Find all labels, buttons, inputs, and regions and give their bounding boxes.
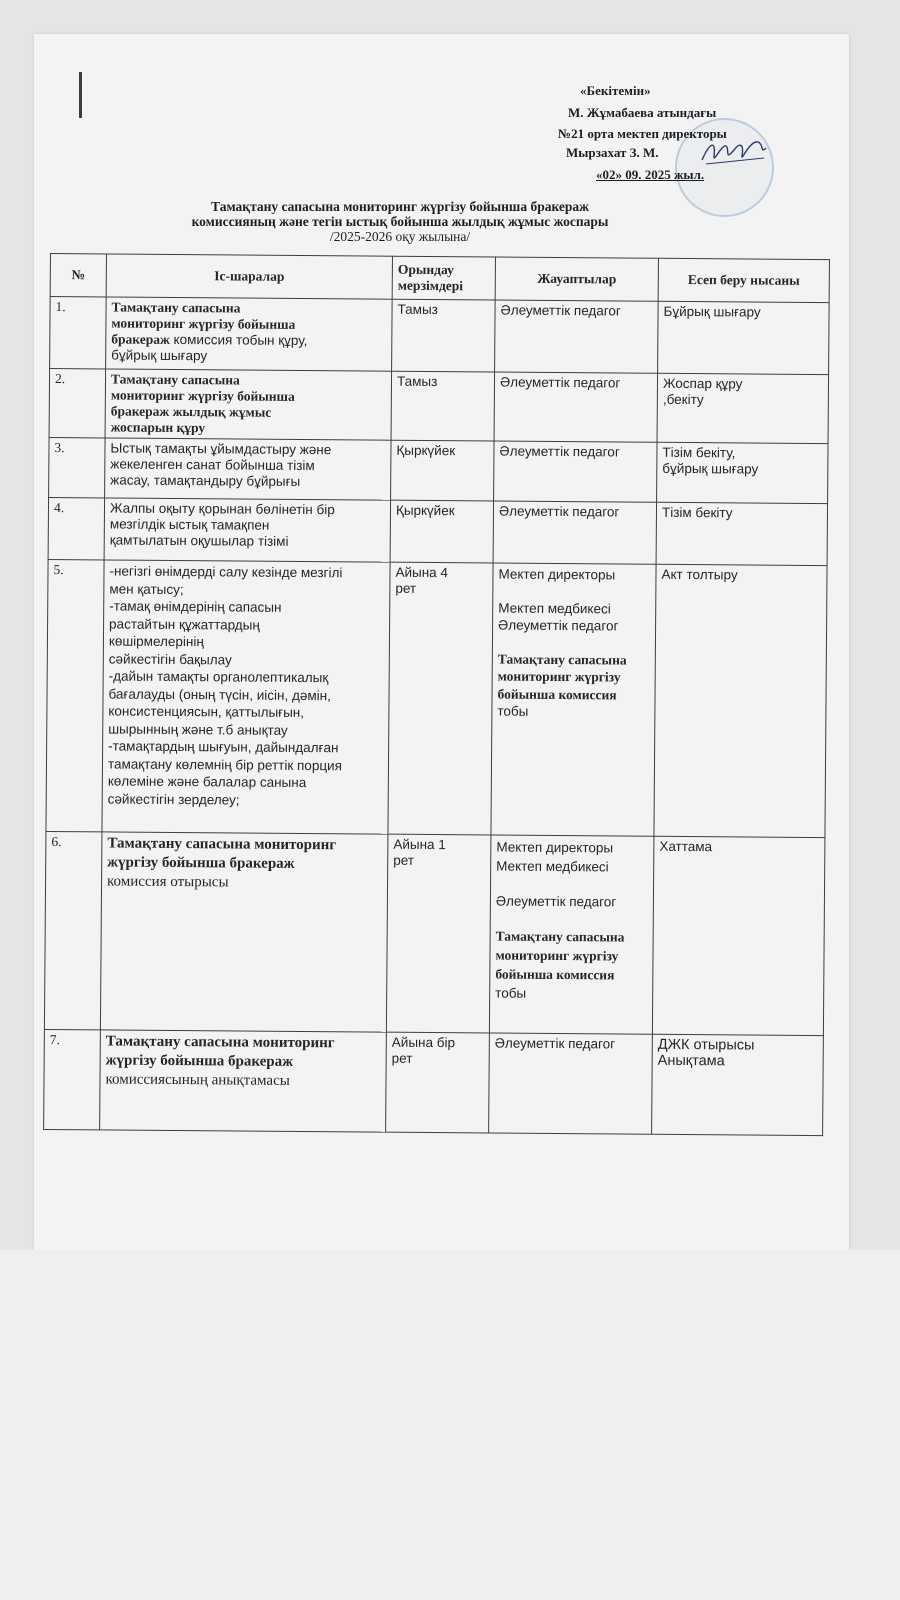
background-surface [0, 1250, 900, 1600]
activity-line: комиссиясының анықтамасы [105, 1071, 290, 1089]
activity-line: -тамақтардың шығуын, дайындалған [108, 738, 339, 756]
document-title [110, 199, 690, 244]
activity-line: көшірмелерінің [108, 633, 204, 650]
approval-heading: «Бекітемін» [580, 83, 651, 98]
activity-line: мезгілдік ыстық тамақпен [109, 516, 270, 533]
responsible-line: Тамақтану сапасына [495, 928, 625, 945]
table-row [49, 369, 829, 444]
activity-line: бракераж [111, 331, 170, 347]
row-number: 1. [50, 297, 107, 369]
activity-line: жекеленген санат бойынша тізім [110, 456, 315, 474]
responsible-line: бойынша комиссия [495, 966, 615, 983]
responsible-line: Мектеп директоры [498, 566, 616, 583]
report-cell: Бұйрық шығару [658, 301, 830, 374]
table-row [50, 297, 830, 375]
row-number: 6. [44, 831, 102, 1029]
responsible-line: мониторинг жүргізу [497, 668, 621, 685]
deadline-cell: Тамыз [391, 371, 495, 441]
activity-line: -дайын тамақты органолептикалық [108, 668, 329, 686]
activity-line: консистенциясын, қаттылығын, [108, 703, 305, 721]
activity-line: Тамақтану сапасына мониторинг [107, 835, 337, 854]
report-cell: Хаттама [652, 836, 825, 1035]
report-line: ,бекіту [662, 391, 704, 408]
report-cell: Тізім бекіту [656, 502, 827, 565]
activity-line: қамтылатын оқушылар тізімі [109, 532, 289, 549]
approval-position: №21 орта мектеп директоры [558, 126, 727, 141]
responsible-line: Әлеуметтік педагог [498, 617, 619, 634]
responsible-cell [491, 563, 656, 836]
activity-line: тамақтану көлемнің бір реттік порция [107, 755, 343, 773]
responsible-cell: Әлеуметтік педагог [489, 1033, 653, 1134]
report-cell [652, 1034, 824, 1135]
responsible-line: тобы [497, 703, 529, 719]
deadline-cell [386, 834, 491, 1033]
deadline-line: Айына бір [391, 1034, 456, 1051]
deadline-cell [386, 1032, 490, 1133]
activity-cell [105, 438, 391, 500]
activity-line: Тамақтану сапасына мониторинг [105, 1033, 335, 1052]
responsible-cell: Әлеуметтік педагог [494, 441, 657, 502]
header-report-form: Есеп беру нысаны [658, 258, 829, 302]
activity-line: мониторинг жүргізу бойынша [111, 315, 296, 332]
deadline-line: рет [395, 580, 417, 596]
row-number: 4. [48, 497, 104, 559]
row-number: 5. [46, 559, 104, 831]
table-row [44, 831, 825, 1035]
table-header-row [50, 254, 829, 303]
work-plan-table [43, 253, 830, 1136]
report-line: ДЖК отырысы [657, 1036, 755, 1054]
activity-cell [100, 832, 388, 1032]
deadline-cell: Қыркүйек [391, 440, 494, 501]
spacer [496, 876, 648, 893]
deadline-line: рет [393, 852, 415, 868]
responsible-cell: Әлеуметтік педагог [495, 300, 659, 373]
activity-line: Тамақтану сапасына [111, 299, 241, 316]
table-row [48, 497, 827, 565]
activity-line: -негізгі өнімдерді салу кезінде мезгілі [109, 563, 343, 581]
responsible-line: Мектеп медбикесі [496, 858, 609, 875]
activity-cell [104, 498, 390, 562]
activity-cell [102, 560, 390, 834]
activity-line: жасау, тамақтандыру бұйрығы [110, 472, 301, 489]
responsible-line [497, 685, 649, 704]
deadline-line: Айына 4 [395, 564, 449, 581]
responsible-line: Мектеп директоры [496, 839, 614, 856]
activity-line: мен қатысу; [109, 580, 184, 597]
title-line-2: комиссияның және тегін ыстық бойынша жылдық жұмыс жоспары [191, 214, 609, 229]
activity-line: Тамақтану сапасына [110, 371, 240, 388]
header-deadline: Орындау мерзімдері [392, 256, 495, 300]
report-line: Тізім бекіту, [662, 444, 736, 461]
responsible-cell: Әлеуметтік педагог [493, 501, 656, 564]
activity-cell [106, 297, 393, 371]
spacer [498, 583, 650, 600]
responsible-line: Мектеп медбикесі [498, 600, 611, 616]
activity-line: шырынның және т.б анықтау [108, 720, 288, 738]
activity-line: бұйрық шығару [111, 347, 208, 364]
activity-line: мониторинг жүргізу бойынша [110, 387, 295, 404]
header-responsible: Жауаптылар [495, 257, 658, 301]
activity-line: комиссия отырысы [107, 873, 229, 891]
activity-line: Жалпы оқыту қорынан бөлінетін бір [109, 500, 335, 518]
table-row [44, 1029, 824, 1135]
responsible-text: бойынша комиссия [497, 686, 617, 702]
responsible-cell: Әлеуметтік педагог [494, 372, 658, 442]
title-line-3: /2025-2026 оқу жылына/ [329, 229, 471, 244]
report-cell [657, 373, 829, 443]
spacer [498, 634, 650, 651]
activity-line: сәйкестігін бақылау [108, 650, 232, 667]
responsible-line: Тамақтану сапасына [497, 651, 627, 668]
row-number: 2. [49, 369, 106, 438]
table-row [46, 559, 827, 837]
deadline-line: Айына 1 [393, 836, 446, 853]
activity-line: көлеміне және балалар санына [107, 773, 307, 791]
deadline-line: рет [391, 1050, 413, 1066]
responsible-cell [489, 835, 654, 1034]
activity-line: бағалауды (оның түсін, иісін, дәмін, [108, 685, 331, 703]
responsible-line: мониторинг жүргізу [495, 947, 619, 964]
row-number: 3. [49, 437, 105, 497]
title-line-1: Тамақтану сапасына мониторинг жүргізу бойынша бракераж [211, 199, 589, 214]
activity-line: сәйкестігін зерделеу; [107, 790, 240, 808]
approval-date: «02» 09. 2025 жыл. [596, 167, 705, 182]
activity-line: -тамақ өнімдерінің сапасын [109, 598, 282, 615]
activity-cell [105, 369, 392, 440]
responsible-line: Әлеуметтік педагог [495, 893, 617, 910]
approval-name: Мырзахат З. М. [566, 145, 659, 160]
activity-line: Ыстық тамақты ұйымдастыру және [110, 440, 332, 458]
header-number: № [50, 254, 106, 297]
deadline-cell: Тамыз [392, 299, 496, 372]
activity-line: растайтын құжаттардың [109, 615, 260, 633]
approval-school: М. Жұмабаева атындағы [568, 105, 717, 120]
activity-line: комиссия тобын құру, [173, 331, 308, 349]
deadline-cell: Қыркүйек [390, 500, 493, 563]
responsible-line: тобы [495, 985, 527, 1001]
header-activities: Іс-шаралар [106, 254, 392, 299]
report-line: Жоспар құру [662, 375, 743, 392]
activity-line: жоспарын құру [110, 419, 206, 436]
report-cell [657, 442, 828, 503]
row-number: 7. [44, 1029, 101, 1129]
activity-line: жүргізу бойынша бракераж [105, 1052, 294, 1070]
report-line: Анықтама [657, 1052, 725, 1070]
report-line: бұйрық шығару [662, 460, 759, 477]
spacer [496, 911, 648, 928]
activity-line: жүргізу бойынша бракераж [107, 854, 295, 872]
report-cell: Акт толтыру [654, 564, 827, 837]
activity-line: бракераж жылдық жұмыс [110, 403, 272, 420]
activity-cell [100, 1030, 387, 1132]
margin-mark [79, 72, 82, 118]
deadline-cell [388, 562, 493, 835]
table-row [49, 437, 828, 503]
